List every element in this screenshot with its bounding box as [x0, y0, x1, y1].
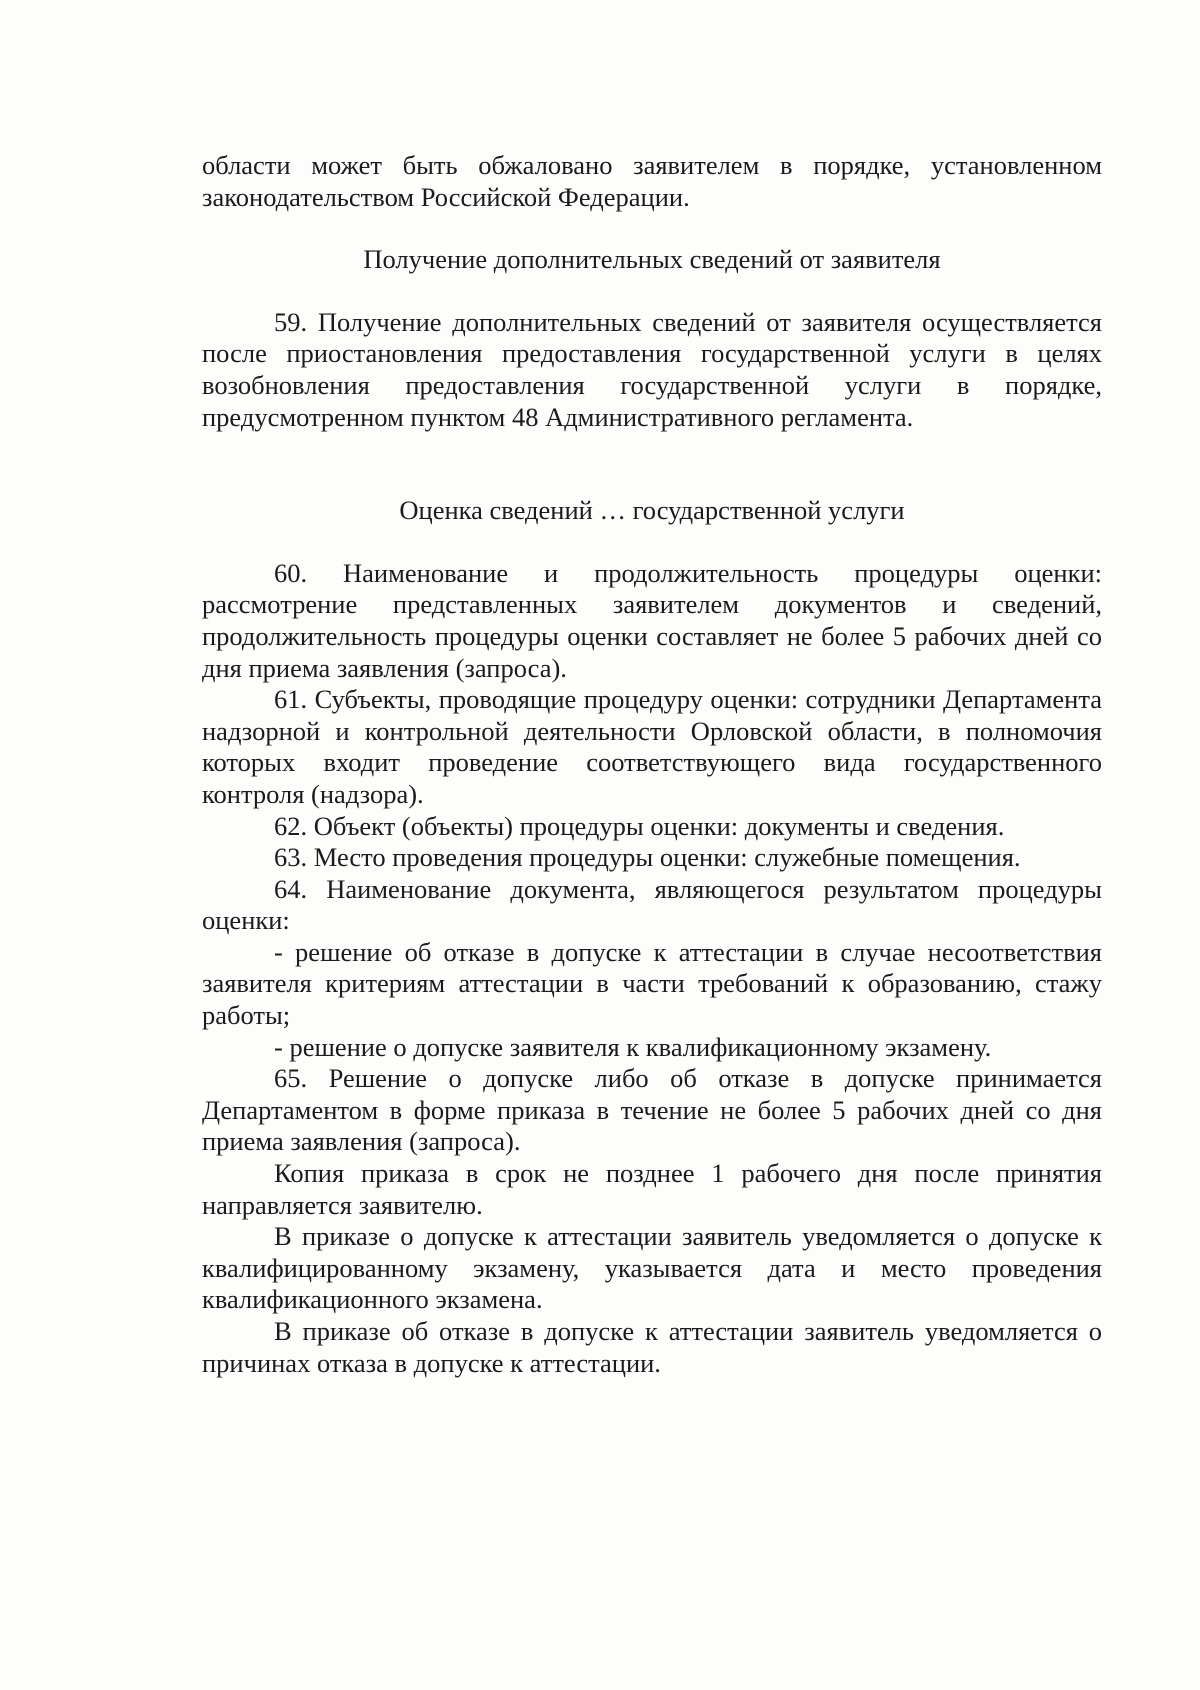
paragraph-60: 60. Наименование и продолжительность процедуры оценки: рассмотрение представленных заявителем документов и сведений, продолжительность процедуры оценки составляет не более 5 рабочих дней со дня приема заявления (запроса). — [202, 557, 1102, 683]
section-heading-additional-info: Получение дополнительных сведений от заявителя — [363, 244, 941, 275]
paragraph-64-item-1: - решение об отказе в допуске к аттестации в случае несоответствия заявителя критериям аттестации в части требований к образованию, стажу работы; — [202, 936, 1102, 1031]
paragraph-63: 63. Место проведения процедуры оценки: служебные помещения. — [274, 842, 1021, 873]
paragraph-62: 62. Объект (объекты) процедуры оценки: документы и сведения. — [274, 810, 1005, 841]
paragraph-order-copy: Копия приказа в срок не позднее 1 рабочего дня после принятия направляется заявителю. — [202, 1158, 1102, 1220]
section-heading-assessment: Оценка сведений … государственной услуги — [399, 495, 905, 526]
paragraph-61: 61. Субъекты, проводящие процедуру оценки: сотрудники Департамента надзорной и контрольной деятельности Орловской области, в полномочия которых входит проведение соответствующего вида государственного контроля (надзора). — [202, 684, 1102, 809]
paragraph-59: 59. Получение дополнительных сведений от заявителя осуществляется после приостановления предоставления государственной услуги в целях возобновления предоставления государственной услуги в порядке, предусмотренном пунктом 48 Административного регламента. — [202, 306, 1102, 432]
paragraph-refusal-order: В приказе об отказе в допуске к аттестации заявитель уведомляется о причинах отказа в допуске к аттестации. — [202, 1316, 1102, 1378]
paragraph-64: 64. Наименование документа, являющегося результатом процедуры оценки: — [202, 873, 1102, 936]
paragraph-65: 65. Решение о допуске либо об отказе в допуске принимается Департаментом в форме приказа в течение не более 5 рабочих дней со дня приема заявления (запроса). — [202, 1063, 1102, 1157]
intro-paragraph: области может быть обжаловано заявителем в порядке, установленном законодательством Российской Федерации. — [202, 150, 1102, 212]
paragraph-admission-order: В приказе о допуске к аттестации заявитель уведомляется о допуске к квалифицированному экзамену, указывается дата и место проведения квалификационного экзамена. — [202, 1221, 1102, 1315]
paragraph-64-item-2: - решение о допуске заявителя к квалификационному экзамену. — [274, 1031, 992, 1062]
document-body — [202, 150, 1102, 1379]
